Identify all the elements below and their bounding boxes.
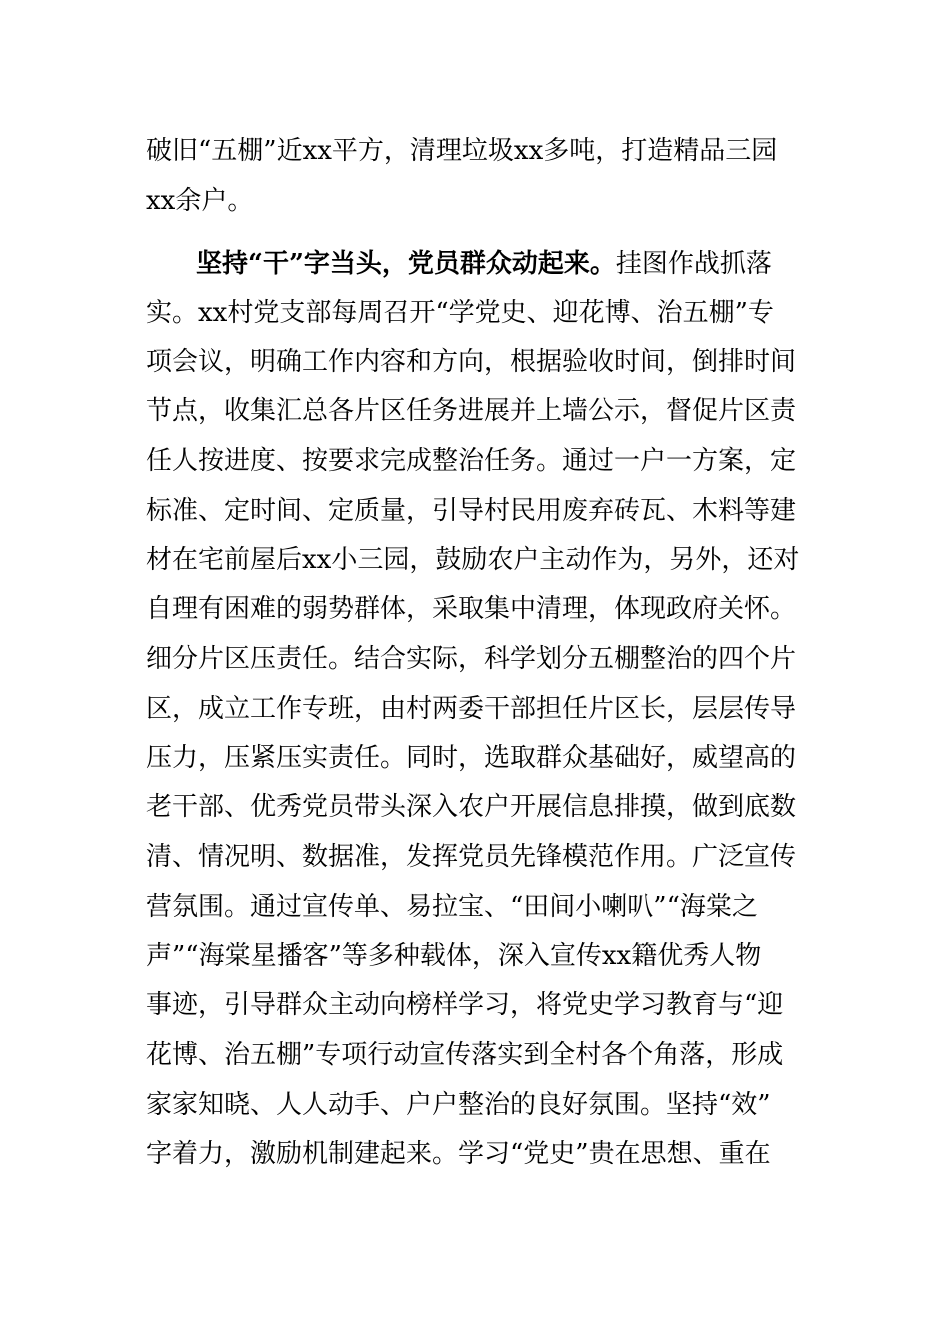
text-line: 标准、定时间、定质量，引导村民用废弃砖瓦、木料等建 [146,496,797,526]
paragraph-heading-line [196,240,806,289]
text-line: 破旧“五棚”近xx平方，清理垃圾xx多吨，打造精品三园 [146,136,778,166]
text-line: 任人按进度、按要求完成整治任务。通过一户一方案，定 [146,446,797,476]
paragraph-heading: 坚持“干”字当头，党员群众动起来。 [196,249,616,279]
text-line: 压力，压紧压实责任。同时，选取群众基础好，威望高的 [146,743,797,773]
text-line: 字着力，激励机制建起来。学习“党史”贵在思想、重在 [146,1139,771,1169]
text-line: 节点，收集汇总各片区任务进展并上墙公示，督促片区责 [146,396,797,426]
text-line: 细分片区压责任。结合实际，科学划分五棚整治的四个片 [146,644,797,674]
text-line: 事迹，引导群众主动向榜样学习，将党史学习教育与“迎 [146,990,784,1020]
text-run: 挂图作战抓落 [615,249,772,279]
text-line: 项会议，明确工作内容和方向，根据验收时间，倒排时间 [146,347,797,377]
text-line: 自理有困难的弱势群体，采取集中清理，体现政府关怀。 [146,594,797,624]
text-line: 声”“海棠星播客”等多种载体，深入宣传xx籍优秀人物 [146,941,762,971]
text-line: 家家知晓、人人动手、户户整治的良好氛围。坚持“效” [146,1090,771,1120]
text-line: 实。xx村党支部每周召开“学党史、迎花博、治五棚”专 [146,298,774,328]
text-line: 花博、治五棚”专项行动宣传落实到全村各个角落，形成 [146,1040,784,1070]
text-line: xx余户。 [146,186,254,216]
text-line: 清、情况明、数据准，发挥党员先锋模范作用。广泛宣传 [146,842,797,872]
text-line: 营氛围。通过宣传单、易拉宝、“田间小喇叭”“海棠之 [146,892,758,922]
text-line: 老干部、优秀党员带头深入农户开展信息排摸，做到底数 [146,792,797,822]
text-line: 区，成立工作专班，由村两委干部担任片区长，层层传导 [146,694,797,724]
text-line: 材在宅前屋后xx小三园，鼓励农户主动作为，另外，还对 [146,545,800,575]
